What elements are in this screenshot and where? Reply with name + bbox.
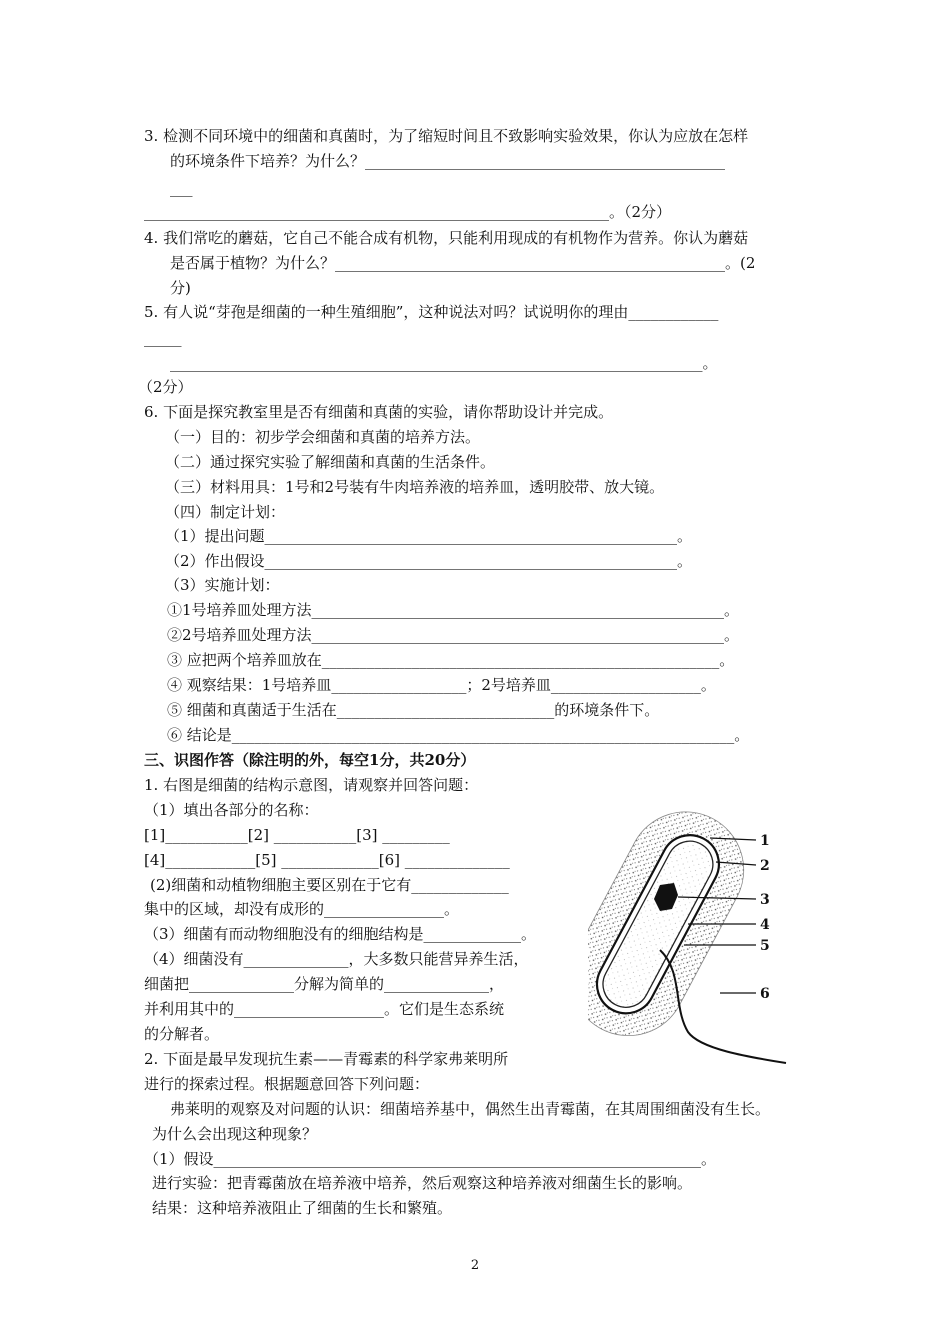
- text-line: ①1号培养皿处理方法_______________________________________________________。: [167, 601, 740, 619]
- text-line: 4. 我们常吃的蘑菇，它自己不能合成有机物，只能利用现成的有机物作为营养。你认为蘑菇: [144, 229, 749, 247]
- text-line: 5. 有人说“芽孢是细菌的一种生殖细胞”，这种说法对吗？试说明你的理由____________: [144, 303, 719, 321]
- text-line: (2)细菌和动植物细胞主要区别在于它有_____________: [150, 876, 509, 894]
- text-line: ②2号培养皿处理方法_______________________________________________________。: [167, 626, 740, 644]
- text-line: _______________________________________________________________________。: [170, 354, 718, 372]
- text-line: （1）假设_________________________________________________________________。: [144, 1150, 717, 1168]
- text-line: 并利用其中的____________________。它们是生态系统: [144, 1000, 505, 1018]
- text-line: [1]___________[2] ___________[3] _________: [144, 826, 450, 844]
- text-line: （3）实施计划：: [165, 576, 280, 594]
- text-line: ⑥ 结论是___________________________________________________________________。: [167, 726, 750, 744]
- text-line: 是否属于植物？为什么？____________________________________________________。(2: [170, 254, 756, 272]
- figure-label-4: 4: [760, 917, 770, 933]
- page-number: 2: [470, 1258, 480, 1273]
- text-line: （二）通过探究实验了解细菌和真菌的生活条件。: [165, 453, 496, 471]
- text-line: 结果：这种培养液阻止了细菌的生长和繁殖。: [152, 1199, 453, 1217]
- text-line: ④ 观察结果：1号培养皿__________________；2号培养皿____________________。: [167, 676, 716, 694]
- text-line: 为什么会出现这种现象？: [152, 1125, 318, 1143]
- text-line: ③ 应把两个培养皿放在_____________________________________________________。: [167, 651, 735, 669]
- text-line: _____: [144, 329, 182, 347]
- text-line: 的环境条件下培养？为什么？________________________________________________: [170, 152, 726, 170]
- text-line: 3. 检测不同环境中的细菌和真菌时，为了缩短时间且不致影响实验效果，你认为应放在怎样: [144, 127, 749, 145]
- text-line: （三）材料用具：1号和2号装有牛肉培养液的培养皿，透明胶带、放大镜。: [165, 478, 665, 496]
- text-line: 1. 右图是细菌的结构示意图，请观察并回答问题：: [144, 776, 479, 794]
- text-line: 三、识图作答（除注明的外，每空1分，共20分）: [144, 751, 476, 769]
- text-line: 2. 下面是最早发现抗生素——青霉素的科学家弗莱明所: [144, 1050, 509, 1068]
- text-line: ______________________________________________________________。（2分）: [144, 203, 672, 221]
- text-line: ⑤ 细菌和真菌适于生活在_____________________________的环境条件下。: [167, 701, 660, 719]
- text-line: （1）填出各部分的名称：: [144, 801, 319, 819]
- text-line: （4）细菌没有______________，大多数只能营异养生活，: [144, 950, 529, 968]
- text-line: 进行实验：把青霉菌放在培养液中培养，然后观察这种培养液对细菌生长的影响。: [152, 1174, 693, 1192]
- text-line: 6. 下面是探究教室里是否有细菌和真菌的实验，请你帮助设计并完成。: [144, 403, 614, 421]
- bacteria-structure-diagram: [588, 787, 810, 1069]
- text-line: 的分解者。: [144, 1025, 220, 1043]
- figure-label-6: 6: [760, 986, 770, 1002]
- text-line: （3）细菌有而动物细胞没有的细胞结构是_____________。: [144, 925, 537, 943]
- text-line: （一）目的：初步学会细菌和真菌的培养方法。: [165, 428, 481, 446]
- text-line: 弗莱明的观察及对问题的认识：细菌培养基中，偶然生出青霉菌，在其周围细菌没有生长。: [170, 1100, 771, 1118]
- text-line: （2）作出假设_______________________________________________________。: [165, 552, 693, 570]
- text-line: （四）制定计划：: [165, 503, 286, 521]
- text-line: （1）提出问题_______________________________________________________。: [165, 527, 693, 545]
- figure-label-2: 2: [760, 858, 770, 874]
- figure-label-1: 1: [760, 833, 770, 849]
- text-line: ___: [170, 179, 193, 197]
- figure-label-3: 3: [760, 892, 770, 908]
- text-line: 进行的探索过程。根据题意回答下列问题：: [144, 1075, 430, 1093]
- figure-label-5: 5: [760, 938, 770, 954]
- text-line: （2分）: [138, 378, 193, 396]
- text-line: 分): [170, 279, 191, 297]
- text-line: 集中的区域，却没有成形的________________。: [144, 900, 460, 918]
- text-line: 细菌把______________分解为简单的______________，: [144, 975, 505, 993]
- text-line: [4]____________[5] _____________[6] ______________: [144, 851, 510, 869]
